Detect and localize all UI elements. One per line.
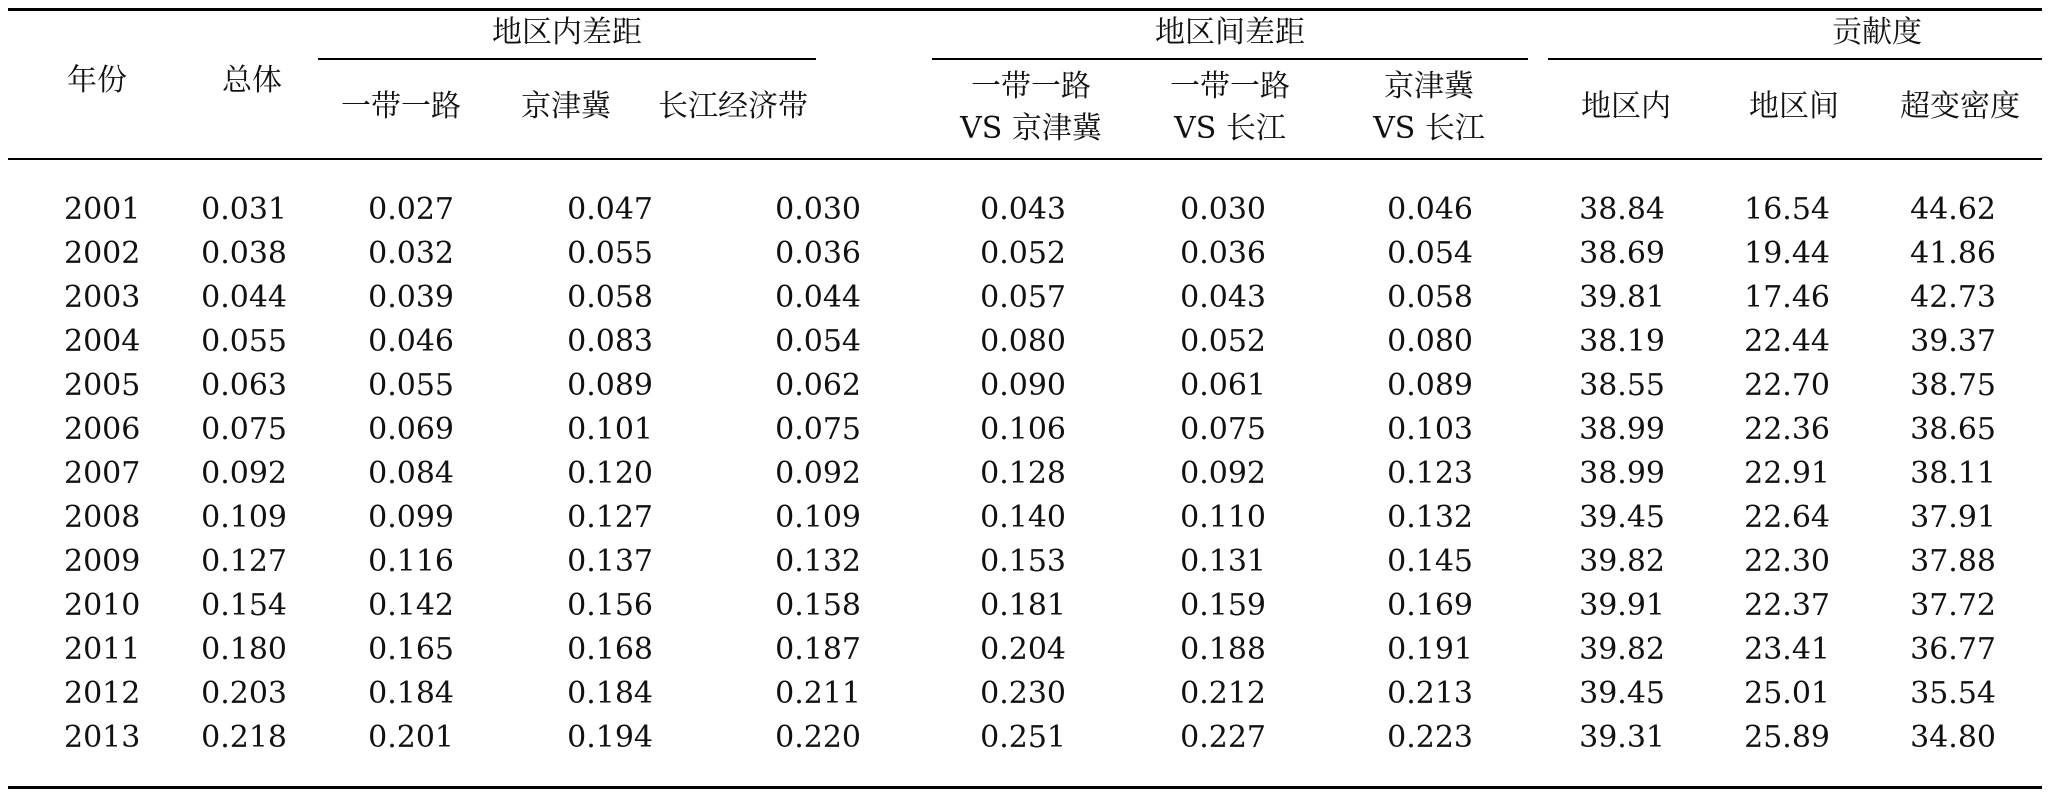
table-cell: 38.11 [1910, 456, 1996, 491]
table-cell: 37.88 [1910, 544, 1996, 579]
table-cell: 23.41 [1744, 632, 1830, 667]
table-cell: 0.046 [1387, 192, 1473, 227]
table-cell: 0.052 [1180, 324, 1266, 359]
table-cell: 0.109 [201, 500, 287, 535]
header-between-col-line1: 一带一路 [971, 69, 1091, 104]
table-cell: 0.204 [980, 632, 1066, 667]
table-cell: 0.055 [201, 324, 287, 359]
table-cell: 0.203 [201, 676, 287, 711]
table-cell: 38.84 [1579, 192, 1665, 227]
header-overall: 总体 [222, 63, 282, 98]
table-cell: 0.169 [1387, 588, 1473, 623]
table-cell: 22.70 [1744, 368, 1830, 403]
table-cell-year: 2004 [64, 324, 141, 359]
table-cell: 0.057 [980, 280, 1066, 315]
table-cell: 0.142 [368, 588, 454, 623]
table-cell: 16.54 [1744, 192, 1830, 227]
table-cell: 39.82 [1579, 544, 1665, 579]
table-cell: 0.227 [1180, 720, 1266, 755]
table-cell: 39.45 [1579, 676, 1665, 711]
table-cell: 0.109 [775, 500, 861, 535]
table-cell-year: 2012 [64, 676, 141, 711]
table-cell-year: 2003 [64, 280, 141, 315]
table-cell: 0.106 [980, 412, 1066, 447]
table-cell: 0.036 [1180, 236, 1266, 271]
header-between-col-line2: VS 京津冀 [960, 111, 1102, 146]
table-cell: 0.251 [980, 720, 1066, 755]
table-cell: 39.45 [1579, 500, 1665, 535]
table-cell: 22.36 [1744, 412, 1830, 447]
table-cell: 25.01 [1744, 676, 1830, 711]
table-cell: 0.156 [567, 588, 653, 623]
header-between-col-line2: VS 长江 [1373, 111, 1485, 146]
table-cell: 0.046 [368, 324, 454, 359]
table-cell: 0.052 [980, 236, 1066, 271]
table-cell: 22.64 [1744, 500, 1830, 535]
table-cell: 0.120 [567, 456, 653, 491]
table-cell: 0.055 [368, 368, 454, 403]
group-rule-contribution [1548, 58, 2042, 60]
table-cell: 0.032 [368, 236, 454, 271]
table-cell: 0.181 [980, 588, 1066, 623]
table-cell: 38.99 [1579, 412, 1665, 447]
group-rule-within [318, 58, 816, 60]
table-cell: 19.44 [1744, 236, 1830, 271]
table-cell: 0.054 [775, 324, 861, 359]
table-cell: 0.159 [1180, 588, 1266, 623]
table-cell: 39.91 [1579, 588, 1665, 623]
table-cell: 0.030 [1180, 192, 1266, 227]
table-cell: 0.131 [1180, 544, 1266, 579]
table-cell: 0.080 [980, 324, 1066, 359]
table-cell: 0.083 [567, 324, 653, 359]
table-cell: 0.184 [567, 676, 653, 711]
table-cell-year: 2008 [64, 500, 141, 535]
table-cell: 0.062 [775, 368, 861, 403]
table-cell: 0.047 [567, 192, 653, 227]
table-cell: 0.092 [201, 456, 287, 491]
header-group-between: 地区间差距 [1155, 15, 1305, 50]
table-cell: 0.103 [1387, 412, 1473, 447]
header-contrib-col: 地区内 [1581, 89, 1671, 124]
table-cell: 0.089 [1387, 368, 1473, 403]
table-cell: 0.187 [775, 632, 861, 667]
table-cell: 0.137 [567, 544, 653, 579]
table-cell: 0.123 [1387, 456, 1473, 491]
header-between-col-line1: 京津冀 [1384, 69, 1474, 104]
table-cell: 0.180 [201, 632, 287, 667]
table-cell: 44.62 [1910, 192, 1996, 227]
group-rule-between [932, 58, 1528, 60]
table-cell: 0.099 [368, 500, 454, 535]
table-cell: 0.031 [201, 192, 287, 227]
table-cell: 0.188 [1180, 632, 1266, 667]
table-cell: 0.184 [368, 676, 454, 711]
table-bottom-rule [8, 786, 2042, 789]
table-cell-year: 2013 [64, 720, 141, 755]
table-cell: 0.230 [980, 676, 1066, 711]
table-cell: 0.201 [368, 720, 454, 755]
table-cell: 0.043 [980, 192, 1066, 227]
table-cell: 41.86 [1910, 236, 1996, 271]
table-cell: 0.140 [980, 500, 1066, 535]
table-cell: 0.145 [1387, 544, 1473, 579]
table-cell: 0.027 [368, 192, 454, 227]
table-cell: 0.223 [1387, 720, 1473, 755]
table-cell: 0.127 [201, 544, 287, 579]
table-cell: 0.127 [567, 500, 653, 535]
table-cell: 35.54 [1910, 676, 1996, 711]
table-cell: 37.72 [1910, 588, 1996, 623]
table-cell: 38.75 [1910, 368, 1996, 403]
table-cell: 0.080 [1387, 324, 1473, 359]
table-cell: 0.058 [1387, 280, 1473, 315]
table-cell-year: 2007 [64, 456, 141, 491]
header-bottom-rule [8, 158, 2042, 160]
table-cell: 0.058 [567, 280, 653, 315]
table-cell: 0.054 [1387, 236, 1473, 271]
table-cell: 0.218 [201, 720, 287, 755]
table-cell: 0.075 [1180, 412, 1266, 447]
table-cell: 39.81 [1579, 280, 1665, 315]
table-cell: 0.116 [368, 544, 454, 579]
table-cell: 0.165 [368, 632, 454, 667]
table-cell: 0.213 [1387, 676, 1473, 711]
table-top-rule [8, 8, 2042, 11]
table-cell-year: 2006 [64, 412, 141, 447]
table-cell: 0.168 [567, 632, 653, 667]
table-cell: 0.038 [201, 236, 287, 271]
table-cell: 0.101 [567, 412, 653, 447]
table-cell-year: 2005 [64, 368, 141, 403]
table-cell: 0.036 [775, 236, 861, 271]
table-cell: 22.37 [1744, 588, 1830, 623]
table-cell: 0.132 [1387, 500, 1473, 535]
table-cell: 0.075 [775, 412, 861, 447]
table-cell: 22.44 [1744, 324, 1830, 359]
table-cell-year: 2002 [64, 236, 141, 271]
table-cell: 0.075 [201, 412, 287, 447]
table-cell: 22.91 [1744, 456, 1830, 491]
table-cell: 34.80 [1910, 720, 1996, 755]
table-cell: 39.37 [1910, 324, 1996, 359]
table-cell: 42.73 [1910, 280, 1996, 315]
table-cell: 0.044 [201, 280, 287, 315]
table-cell: 36.77 [1910, 632, 1996, 667]
table-cell: 38.19 [1579, 324, 1665, 359]
table-cell: 37.91 [1910, 500, 1996, 535]
header-group-within: 地区内差距 [492, 15, 642, 50]
header-group-contribution: 贡献度 [1832, 15, 1922, 50]
table-cell: 0.211 [775, 676, 861, 711]
table-cell: 0.030 [775, 192, 861, 227]
header-within-col: 长江经济带 [658, 89, 808, 124]
table-cell: 0.154 [201, 588, 287, 623]
table-cell: 0.090 [980, 368, 1066, 403]
table-cell: 0.089 [567, 368, 653, 403]
table-cell: 38.99 [1579, 456, 1665, 491]
header-within-col: 一带一路 [341, 89, 461, 124]
table-cell: 0.158 [775, 588, 861, 623]
table-cell: 0.153 [980, 544, 1066, 579]
table-cell: 0.128 [980, 456, 1066, 491]
header-within-col: 京津冀 [521, 89, 611, 124]
table-cell: 38.69 [1579, 236, 1665, 271]
header-between-col-line2: VS 长江 [1174, 111, 1286, 146]
table-cell-year: 2001 [64, 192, 141, 227]
table-cell: 0.092 [775, 456, 861, 491]
table-cell: 38.55 [1579, 368, 1665, 403]
table-cell: 0.055 [567, 236, 653, 271]
table-cell: 0.191 [1387, 632, 1473, 667]
table-cell: 0.132 [775, 544, 861, 579]
table-cell: 0.043 [1180, 280, 1266, 315]
table-cell: 22.30 [1744, 544, 1830, 579]
table-cell: 39.82 [1579, 632, 1665, 667]
table-cell-year: 2011 [64, 632, 141, 667]
table-cell: 0.194 [567, 720, 653, 755]
table-cell: 0.092 [1180, 456, 1266, 491]
table-cell: 0.061 [1180, 368, 1266, 403]
table-cell: 0.084 [368, 456, 454, 491]
table-cell: 38.65 [1910, 412, 1996, 447]
header-between-col-line1: 一带一路 [1170, 69, 1290, 104]
table-cell: 0.069 [368, 412, 454, 447]
table-cell: 0.110 [1180, 500, 1266, 535]
header-contrib-col: 超变密度 [1900, 89, 2020, 124]
header-contrib-col: 地区间 [1749, 89, 1839, 124]
table-cell: 25.89 [1744, 720, 1830, 755]
table-cell: 0.220 [775, 720, 861, 755]
table-cell-year: 2010 [64, 588, 141, 623]
table-cell: 17.46 [1744, 280, 1830, 315]
table-cell: 39.31 [1579, 720, 1665, 755]
table-cell: 0.063 [201, 368, 287, 403]
table-cell: 0.044 [775, 280, 861, 315]
table-cell-year: 2009 [64, 544, 141, 579]
table-cell: 0.039 [368, 280, 454, 315]
header-year: 年份 [67, 63, 127, 98]
table-cell: 0.212 [1180, 676, 1266, 711]
